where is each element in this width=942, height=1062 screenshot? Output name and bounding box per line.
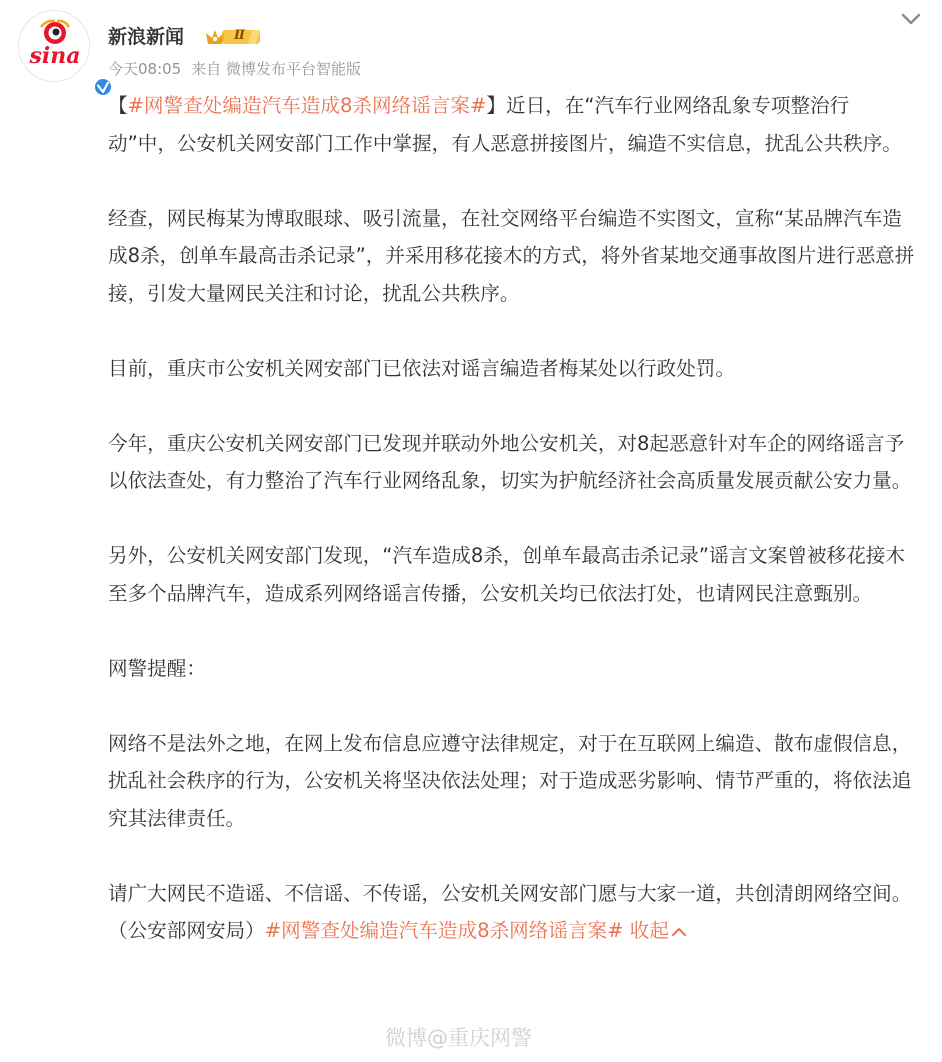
vip-level-badge[interactable] [204, 27, 262, 47]
avatar[interactable] [18, 10, 90, 82]
vip-level-label: Ⅱ [234, 28, 245, 43]
chevron-down-icon[interactable] [898, 6, 924, 32]
paragraph-reminder: 网络不是法外之地，在网上发布信息应遵守法律规定，对于在互联网上编造、散布虚假信息，扰乱社会秩序的行为，公安机关将坚决依法处理；对于造成恶劣影响、情节严重的，将依法追究其法律责任。 [108, 731, 912, 830]
collapse-button[interactable] [630, 919, 687, 942]
post-body [108, 87, 916, 950]
paragraph-investigation: 经查，网民梅某为博取眼球、吸引流量，在社交网络平台编造不实图文，宣称“某品牌汽车造成8杀，创单车最高击杀记录”，并采用移花接木的方式，将外省某地交通事故图片进行恶意拼接，引发大量网民关注和讨论，扰乱公共秩序。 [108, 206, 915, 305]
collapse-label: 收起 [629, 919, 669, 942]
paragraph-additional: 另外，公安机关网安部门发现，“汽车造成8杀，创单车最高击杀记录”谣言文案曾被移花接木至多个品牌汽车，造成系列网络谣言传播，公安机关均已依法打处，也请网民注意甄别。 [108, 544, 905, 605]
hashtag-link-bottom[interactable]: #网警查处编造汽车造成8杀网络谣言案# [264, 919, 624, 942]
bracket-close: 】 [486, 94, 506, 117]
paragraph-closing-text: 请广大网民不造谣、不信谣、不传谣，公安机关网安部门愿与大家一道，共创清朗网络空间。（公安部网安局） [108, 881, 912, 942]
author-name[interactable]: 新浪新闻 [108, 26, 185, 48]
paragraph-intro-text: 近日，在“汽车行业网络乱象专项整治行动”中，公安机关网安部门工作中掌握，有人恶意拼接图片，编造不实信息，扰乱公共秩序。 [108, 94, 902, 155]
svg-text:sina: sina [29, 43, 81, 69]
chevron-up-icon [671, 926, 687, 938]
paragraph-penalty: 目前，重庆市公安机关网安部门已依法对谣言编造者梅某处以行政处罚。 [108, 356, 735, 380]
paragraph-reminder-title: 网警提醒： [108, 656, 206, 680]
post-meta [108, 58, 361, 80]
hashtag-link[interactable]: #网警查处编造汽车造成8杀网络谣言案# [127, 94, 487, 117]
post-source: 来自 微博发布平台智能版 [191, 60, 362, 78]
sina-logo-icon [19, 11, 91, 83]
paragraph-closing [108, 875, 916, 950]
paragraph-intro [108, 87, 916, 162]
post-time[interactable]: 今天08:05 [108, 60, 182, 78]
paragraph-year-summary: 今年，重庆公安机关网安部门已发现并联动外地公安机关，对8起恶意针对车企的网络谣言予以依法查处，有力整治了汽车行业网络乱象，切实为护航经济社会高质量发展贡献公安力量。 [108, 431, 912, 492]
watermark: 微博@重庆网警 [385, 1026, 532, 1050]
bracket-open: 【 [108, 94, 128, 117]
